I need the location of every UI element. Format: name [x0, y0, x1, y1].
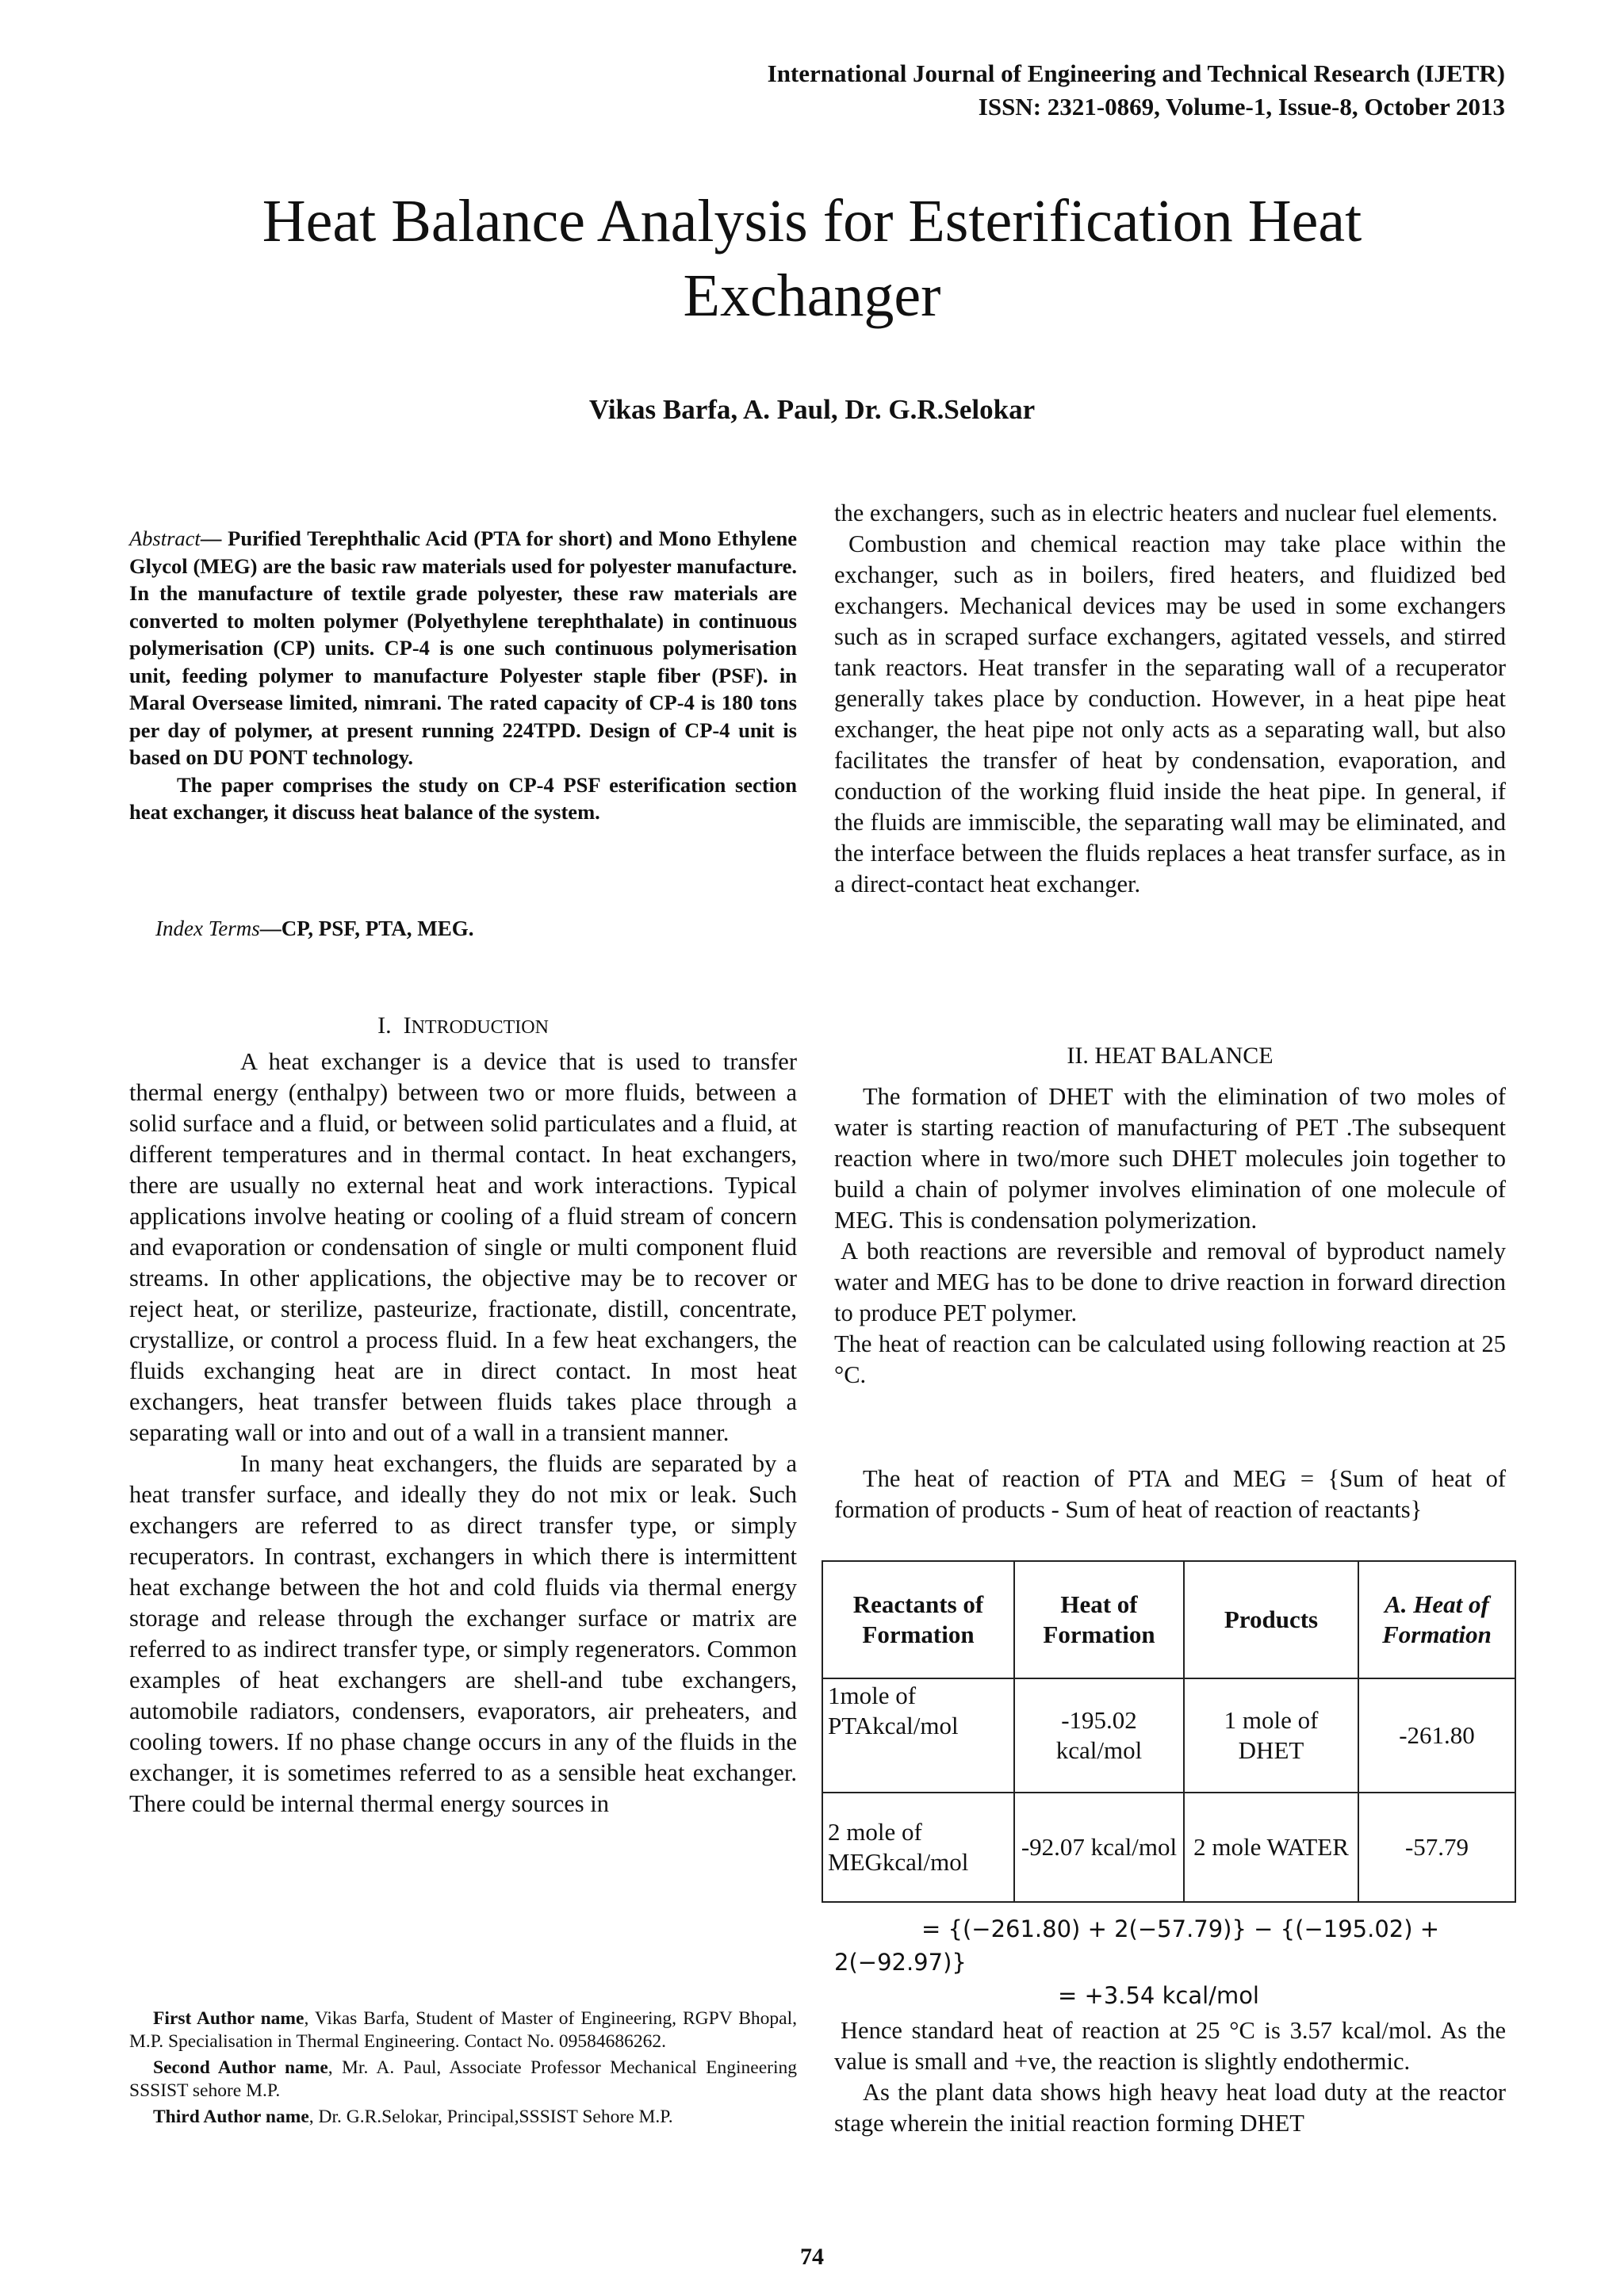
- table-cell: 2 mole of MEGkcal/mol: [822, 1793, 1014, 1902]
- heat-balance-body: [834, 1081, 1506, 1391]
- intro-heading: [129, 1010, 797, 1043]
- heat-balance-paragraph-4: The heat of reaction of PTA and MEG = {Sum of heat of formation of products - Sum of heat of reaction of reactants}: [834, 1465, 1506, 1523]
- table-header-products: Products: [1184, 1561, 1358, 1678]
- authors: Vikas Barfa, A. Paul, Dr. G.R.Selokar: [588, 394, 1036, 425]
- abstract-text: — Purified Terephthalic Acid (PTA for short) and Mono Ethylene Glycol (MEG) are the basic raw materials used for polyester manufacture. In the manufacture of textile grade polyester, these raw materials are converted to molten polymer (Polyethylene terephthalate) in continuous polymerisation (CP) units. CP-4 is one such continuous polymerisation unit, feeding polymer to manufacture Polyester staple fiber (PSF). in Maral Oversease limited, nimrani. The rated capacity of CP-4 is 180 tons per day of polymer, at present running 224TPD. Design of CP-4 unit is based on DU PONT technology.: [129, 526, 797, 769]
- right-column-top: [834, 498, 1506, 900]
- index-terms: [129, 916, 823, 941]
- intro-paragraph-1: A heat exchanger is a device that is used to transfer thermal energy (enthalpy) between two or more fluids, between a solid surface and a fluid, or between solid particulates and a fluid, at different temperatures and in thermal contact. In heat exchangers, there are usually no external heat and work interactions. Typical applications involve heating or cooling of a fluid stream of concern and evaporation or condensation of single or multi component fluid streams. In other applications, the objective may be to recover or reject heat, or sterilize, pasteurize, fractionate, distill, concentrate, crystallize, or control a process fluid. In a few heat exchangers, the fluids exchanging heat are in direct contact. In most heat exchangers, heat transfer between fluids takes place through a separating wall or into and out of a wall in a transient manner.: [129, 1048, 797, 1446]
- table-cell: 1 mole of DHET: [1184, 1678, 1358, 1793]
- intro-heading-initial: I: [403, 1012, 412, 1039]
- table-cell: 2 mole WATER: [1184, 1793, 1358, 1902]
- heat-balance-paragraph-3: The heat of reaction can be calculated using following reaction at 25 °C.: [834, 1330, 1506, 1388]
- footnote-third-label: Third Author name: [153, 2107, 309, 2127]
- conclusion-text: [834, 2015, 1506, 2139]
- table-cell: -92.07 kcal/mol: [1014, 1793, 1184, 1902]
- table-header-reactants: Reactants of Formation: [822, 1561, 1014, 1678]
- journal-issn: ISSN: 2321-0869, Volume-1, Issue-8, October 2013: [978, 93, 1505, 121]
- heat-balance-paragraph-2: A both reactions are reversible and removal of byproduct namely water and MEG has to be done to drive reaction in forward direction to produce PET polymer.: [834, 1238, 1506, 1326]
- heat-of-formation-table-wrap: [822, 1560, 1516, 1903]
- table-cell: -195.02 kcal/mol: [1014, 1678, 1184, 1793]
- intro-paragraph-2: In many heat exchangers, the fluids are separated by a heat transfer surface, and ideally they do not mix or leak. Such exchangers are referred to as direct transfer type, or simply recuperators. In contrast, exchangers in which there is intermittent heat exchange between the hot and cold fluids via thermal energy storage and release through the exchanger surface or matrix are referred to as indirect transfer type, or simply regenerators. Common examples of heat exchangers are shell-and tube exchangers, automobile radiators, condensers, evaporators, air preheaters, and cooling towers. If no phase change occurs in any of the fluids in the exchanger, it is sometimes referred to as a sensible heat exchanger. There could be internal thermal energy sources in: [129, 1450, 797, 1817]
- table-cell: -261.80: [1358, 1678, 1515, 1793]
- footnote-second-label: Second Author name: [153, 2057, 328, 2078]
- table-header-heat: Heat of Formation: [1014, 1561, 1184, 1678]
- paper-title-line-1: Heat Balance Analysis for Esterification Heat: [262, 188, 1362, 254]
- footnote-second-text: , Mr. A. Paul, Associate Professor Mechanical Engineering SSSIST sehore M.P.: [129, 2057, 797, 2101]
- table-row: [822, 1678, 1515, 1793]
- journal-name: International Journal of Engineering and Technical Research (IJETR): [767, 59, 1505, 87]
- abstract-paragraph-2: The paper comprises the study on CP-4 PSF esterification section heat exchanger, it discuss heat balance of the system.: [129, 772, 797, 824]
- calc-line-1: = {(−261.80) + 2(−57.79)} − {(−195.02) +: [921, 1915, 1440, 1942]
- calc-line-2: 2(−92.97)}: [834, 1949, 967, 1976]
- conclusion-paragraph-2: As the plant data shows high heavy heat load duty at the reactor stage wherein the initial reaction forming DHET: [834, 2079, 1506, 2137]
- table-header-row: [822, 1561, 1515, 1678]
- intro-heading-rest: NTRODUCTION: [411, 1017, 549, 1038]
- heat-balance-equation-text: [834, 1464, 1506, 1525]
- table-row: [822, 1793, 1515, 1902]
- calc-line-3: = +3.54 kcal/mol: [1058, 1982, 1259, 2009]
- table-cell: -57.79: [1358, 1793, 1515, 1902]
- paper-title: [0, 184, 1624, 333]
- right-paragraph-2: Combustion and chemical reaction may take place within the exchanger, such as in boilers, fired heaters, and fluidized bed exchangers. Mechanical devices may be used in some exchangers such as in scraped surface exchangers, agitated vessels, and stirred tank reactors. Heat transfer in the separating wall of a recuperator generally takes place by conduction. However, in a heat pipe heat exchanger, the heat pipe not only acts as a separating wall, but also facilitates the transfer of heat by condensation, evaporation, and conduction of the working fluid inside the heat pipe. In general, if the fluids are immiscible, the separating wall may be eliminated, and the interface between the fluids replaces a heat transfer surface, as in a direct-contact heat exchanger.: [834, 530, 1506, 897]
- index-terms-label: Index Terms: [155, 916, 260, 940]
- introduction-body: [129, 1047, 797, 1820]
- footnote-first-label: First Author name: [153, 2008, 304, 2029]
- footnotes: [129, 2007, 797, 2132]
- calculation: [834, 1912, 1506, 2012]
- intro-heading-number: I.: [377, 1012, 392, 1039]
- paper-title-line-2: Exchanger: [683, 262, 941, 329]
- page-number: 74: [800, 2244, 824, 2270]
- table-header-product-heat: A. Heat of Formation: [1358, 1561, 1515, 1678]
- journal-header: [768, 57, 1505, 124]
- abstract-label: Abstract: [129, 526, 201, 550]
- heat-balance-paragraph-1: The formation of DHET with the elimination of two moles of water is starting reaction of manufacturing of PET .The subsequent reaction where in two/more such DHET molecules join together to build a chain of polymer involves elimination of one molecule of MEG. This is condensation polymerization.: [834, 1083, 1506, 1234]
- footnote-first-text: , Vikas Barfa, Student of Master of Engineering, RGPV Bhopal, M.P. Specialisation in Thermal Engineering. Contact No. 09584686262.: [129, 2008, 797, 2052]
- table-cell: 1mole of PTAkcal/mol: [822, 1678, 1014, 1793]
- abstract: [129, 525, 797, 826]
- footnote-third-text: , Dr. G.R.Selokar, Principal,SSSIST Sehore M.P.: [308, 2107, 673, 2127]
- heat-of-formation-table: [822, 1560, 1516, 1903]
- heat-balance-heading: II. HEAT BALANCE: [1067, 1043, 1274, 1069]
- conclusion-paragraph-1: Hence standard heat of reaction at 25 °C is 3.57 kcal/mol. As the value is small and +ve, the reaction is slightly endothermic.: [834, 2017, 1506, 2075]
- index-terms-text: —CP, PSF, PTA, MEG.: [259, 916, 474, 940]
- right-paragraph-1: the exchangers, such as in electric heaters and nuclear fuel elements.: [834, 499, 1498, 526]
